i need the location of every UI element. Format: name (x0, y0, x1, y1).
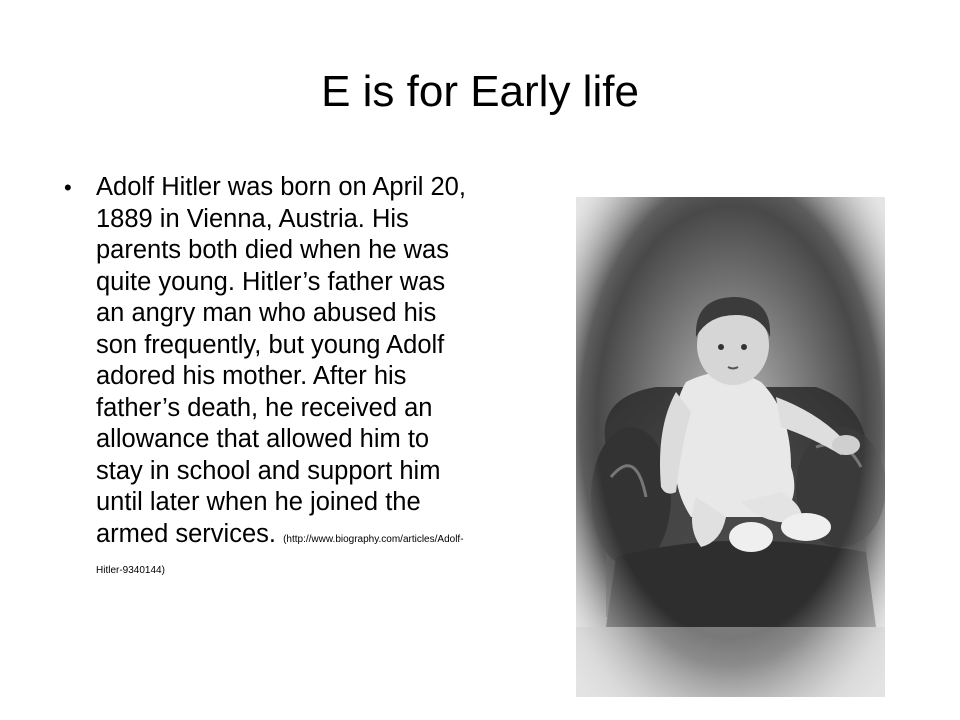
bullet-text-block (96, 172, 480, 582)
bullet-item (62, 172, 480, 582)
slide-title: E is for Early life (321, 67, 639, 116)
bullet-icon: • (64, 175, 72, 200)
baby-portrait-photo (576, 197, 885, 697)
body-paragraph: Adolf Hitler was born on April 20, 1889 in Vienna, Austria. His parents both died when he was quite young. Hitler’s father was an angry man who abused his son frequently, but young Adolf adored his mother. After his father’s death, he received an allowance that allowed him to stay in school and support him until later when he joined the armed services. (96, 173, 466, 548)
body-content (62, 172, 480, 692)
citation-link: (http://www.biography.com/articles/Adolf-Hitler-9340144) (96, 533, 464, 576)
photo-illustration (576, 197, 885, 697)
